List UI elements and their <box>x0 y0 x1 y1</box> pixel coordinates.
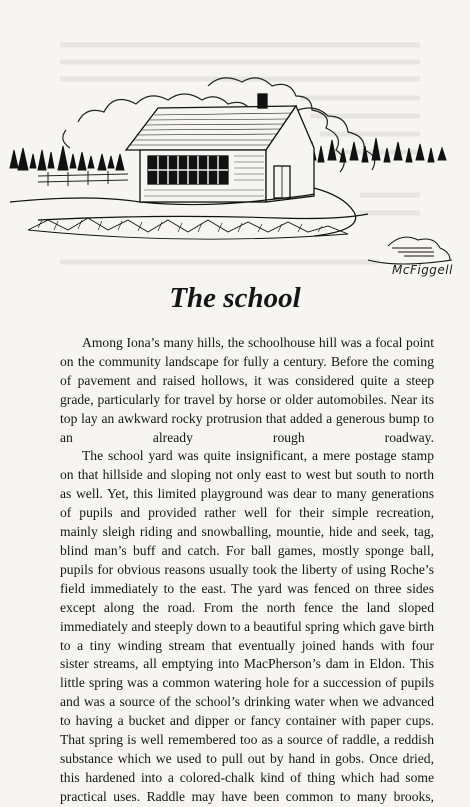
schoolhouse-illustration <box>8 70 463 285</box>
paragraph-2: The school yard was quite insignificant, a mere postage stamp on that hillside and sloping not only east to west but south to north as well. Yet, this limited playground was dear to many generations of pupils and provided rather well for their simple recreation, mainly sleigh riding and snowballing, mountie, hide and seek, tag, blind man’s buff and catch. For ball games, mostly sponge ball, pupils for obvious reasons usually took the liberty of using Roche’s field immediately to the east. The yard was fenced on three sides except along the road. From the north fence the land sloped immediately and steeply down to a beautiful spring which gave birth to a tiny winding stream that eventually joined hands with four sister streams, all emptying into MacPherson’s dam in Eldon. This little spring was a common watering hole for a succession of pupils and was a source of the school’s drinking water when we advanced to having a bucket and dipper or fancy container with paper cups. That spring is well remembered too as a source of raddle, a reddish substance which we used to pull out by hand in gobs. Once dried, this hardened into a colored-chalk kind of thing which had some practical uses. Raddle may have been common to many brooks, <box>60 448 434 804</box>
paragraph-1: Among Iona’s many hills, the schoolhouse hill was a focal point on the community landscape for fully a century. Before the coming of pavement and raised hollows, it was considered quite a steep grade, particularly for travel by horse or older automobiles. Near its top lay an awkward rocky protrusion that added a generous bump to an already rough roadway. <box>60 335 434 445</box>
body-text <box>60 334 434 807</box>
illustrator-signature: McFiggell <box>392 263 453 277</box>
fence <box>38 171 128 186</box>
school-building <box>126 94 314 202</box>
rocks <box>368 237 452 264</box>
page-title: The school <box>169 282 301 314</box>
